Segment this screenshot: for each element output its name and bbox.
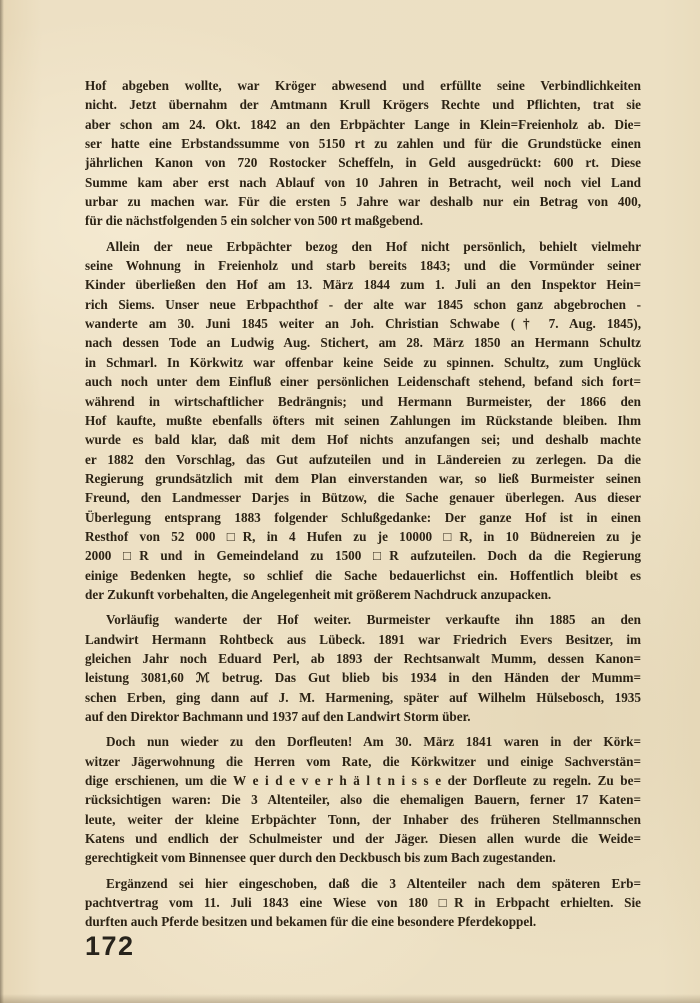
- text-line: rücksichtigen waren: Die 3 Altenteiler, also die ehemaligen Bauern, ferner 17 Katen=: [85, 792, 641, 808]
- text-line: Überlegung entsprang 1883 folgender Schlußgedanke: Der ganze Hof ist in einen: [85, 509, 641, 525]
- paragraph: [85, 237, 641, 605]
- text-line: aber schon am 24. Okt. 1842 an den Erbpächter Lange in Klein=Freienholz ab. Die=: [85, 116, 641, 132]
- text-line: nach dessen Tode an Ludwig Aug. Stichert, am 28. März 1850 an Hermann Schultz: [85, 335, 641, 351]
- page-number: 172: [85, 931, 135, 961]
- text-line: während in wirtschaftlicher Bedrängnis; und Hermann Burmeister, der 1866 den: [85, 393, 641, 409]
- text-line: Doch nun wieder zu den Dorfleuten! Am 30. März 1841 waren in der Körk=: [106, 734, 641, 750]
- text-line: pachtvertrag vom 11. Juli 1843 eine Wiese von 180 □R in Erbpacht erhielten. Sie: [85, 895, 641, 911]
- text-line: urbar zu machen war. Für die ersten 5 Jahre war deshalb nur ein Betrag von 400,: [85, 194, 641, 210]
- text-line: für die nächstfolgenden 5 ein solcher von 500 rt maßgebend.: [85, 213, 424, 229]
- text-line: rich Siems. Unser neue Erbpachthof - der alte war 1845 schon ganz abgebrochen -: [85, 296, 641, 312]
- text-line: Landwirt Hermann Rohtbeck aus Lübeck. 1891 war Friedrich Evers Besitzer, im: [85, 631, 641, 647]
- paragraph: [85, 732, 641, 867]
- text-line: leute, weiter der kleine Erbpächter Tonn, der Inhaber des früheren Stellmannschen: [85, 811, 641, 827]
- text-line: in Schmarl. In Körkwitz war offenbar keine Seide zu spinnen. Schultz, zum Unglück: [85, 354, 641, 370]
- text-line: Kinder überließen den Hof am 13. März 1844 zum 1. Juli an den Inspektor Hein=: [85, 277, 641, 293]
- text-line: Vorläufig wanderte der Hof weiter. Burmeister verkaufte ihn 1885 an den: [106, 612, 641, 628]
- text-line: seine Wohnung in Freienholz und starb bereits 1843; und die Vormünder seiner: [85, 258, 641, 274]
- text-line: Allein der neue Erbpächter bezog den Hof nicht persönlich, behielt vielmehr: [106, 238, 641, 254]
- text-line: durften auch Pferde besitzen und bekamen für die eine besondere Pferdekoppel.: [85, 914, 537, 930]
- text-line: ser hatte eine Erbstandssumme von 5150 rt zu zahlen und für die Grundstücke einen: [85, 136, 641, 152]
- text-line: nicht. Jetzt übernahm der Amtmann Krull Krögers Rechte und Pflichten, trat sie: [85, 97, 641, 113]
- text-line: Hof abgeben wollte, war Kröger abwesend und erfüllte seine Verbindlichkeiten: [85, 78, 641, 93]
- text-line: schen Erben, ging dann auf J. M. Harmening, später auf Wilhelm Hülsebosch, 1935: [85, 689, 641, 705]
- text-line: er 1882 den Vorschlag, das Gut aufzuteilen und in Ländereien zu zerlegen. Da die: [85, 451, 641, 467]
- text-line: wurde es bald klar, daß mit dem Hof nichts anzufangen sei; und deshalb machte: [85, 432, 641, 448]
- text-line: witzer Jägerwohnung die Herren vom Rate, die Körkwitzer und einige Sachverstän=: [85, 753, 641, 769]
- paragraph: [85, 610, 641, 726]
- text-line: gleichen Jahr noch Eduard Perl, ab 1893 der Rechtsanwalt Mumm, dessen Kanon=: [85, 650, 641, 666]
- text-line: jährlichen Kanon von 720 Rostocker Scheffeln, in Geld ausgedrückt: 600 rt. Diese: [85, 155, 641, 171]
- text-line: auf den Direktor Bachmann und 1937 auf den Landwirt Storm über.: [85, 709, 471, 724]
- text-line: 2000 □R und in Gemeindeland zu 1500 □R aufzuteilen. Doch da die Regierung: [85, 548, 641, 564]
- text-line: Summe kam aber erst nach Ablauf von 10 Jahren in Betracht, weil noch viel Land: [85, 174, 641, 190]
- text-line: leistung 3081,60 ℳ betrug. Das Gut blieb bis 1934 in den Händen der Mumm=: [85, 670, 641, 686]
- text-line: Regierung grundsätzlich mit dem Plan einverstanden war, so ließ Burmeister seinen: [85, 470, 641, 486]
- text-line: der Zukunft vorbehalten, die Angelegenheit mit größerem Nachdruck anzupacken.: [85, 586, 552, 602]
- text-line: dige erschienen, um die W e i d e v e r h ä l t n i s s e der Dorfleute zu regeln. Zu be=: [85, 773, 641, 789]
- text-line: einige Bedenken hegte, so schlief die Sache bedauerlichst ein. Hoffentlich bleibt es: [85, 567, 641, 583]
- text-line: Hof kaufte, mußte ebenfalls öfters mit seinen Zahlungen im Rückstande bleiben. Ihm: [85, 412, 641, 428]
- text-line: Katens und endlich der Schulmeister und der Jäger. Diesen allen wurde die Weide=: [85, 831, 641, 847]
- text-line: auch noch unter dem Einfluß einer persönlichen Leidenschaft stehend, befand sich fort=: [85, 374, 641, 390]
- text-line: Resthof von 52 000 □R, in 4 Hufen zu je 10000 □R, in 10 Büdnereien zu je: [85, 528, 641, 544]
- page-left-edge-shadow: [0, 0, 4, 1003]
- text-line: gerechtigkeit vom Binnensee quer durch den Deckbusch bis zum Bach zugestanden.: [85, 850, 556, 866]
- text-block: [85, 76, 641, 932]
- text-line: Ergänzend sei hier eingeschoben, daß die 3 Altenteiler nach dem späteren Erb=: [106, 875, 641, 891]
- text-line: wanderte am 30. Juni 1845 weiter an Joh. Christian Schwabe († 7. Aug. 1845),: [85, 316, 641, 332]
- page-bottom-edge-shadow: [0, 994, 700, 1003]
- paragraph: [85, 76, 641, 231]
- text-line: Freund, den Landmesser Darjes in Bützow, die Sache genauer überlegen. Aus dieser: [85, 490, 641, 506]
- paragraph: [85, 874, 641, 932]
